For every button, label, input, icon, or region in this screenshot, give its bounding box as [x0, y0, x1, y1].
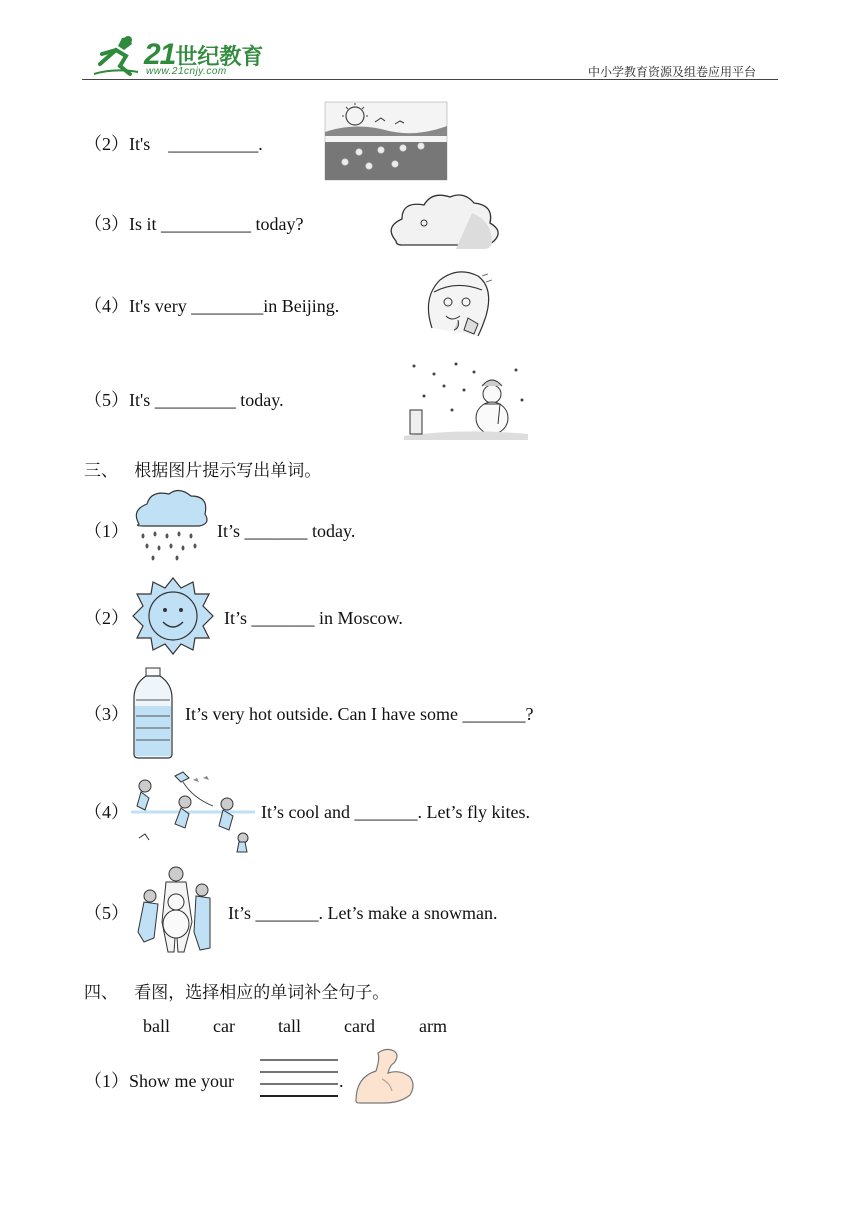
word-bank-item: card — [344, 1016, 375, 1036]
question-item: （3）Is it __________ today? — [84, 214, 304, 234]
word-bank-item: arm — [419, 1016, 447, 1036]
section-heading: 三、 根据图片提示写出单词。 — [84, 461, 322, 481]
platform-name: 中小学教育资源及组卷应用平台 — [588, 65, 757, 79]
water-bottle-icon — [132, 666, 174, 760]
logo-number: 21 — [144, 38, 176, 71]
question-item: （1）Show me your — [84, 1071, 234, 1091]
question-text: It’s _______ in Moscow. — [224, 608, 403, 628]
question-text: It’s very hot outside. Can I have some _______? — [185, 704, 534, 724]
cloud-icon — [386, 193, 510, 251]
arm-icon — [352, 1047, 414, 1111]
question-text: It’s _______. Let’s make a snowman. — [228, 903, 498, 923]
runner-logo-icon — [92, 34, 148, 76]
word-bank-item: ball — [143, 1016, 170, 1036]
question-number: （3） — [84, 704, 129, 724]
header-divider — [82, 79, 778, 80]
sun-icon — [131, 576, 215, 656]
question-number: （4） — [84, 802, 129, 822]
kite-kids-icon — [131, 772, 255, 852]
logo-chinese: 世纪教育 — [175, 45, 264, 70]
hot-girl-icon — [418, 268, 498, 344]
four-line-writing-grid — [258, 1056, 342, 1100]
sentence-end: . — [339, 1071, 344, 1091]
question-text: It’s _______ today. — [217, 521, 356, 541]
snowman-scene-icon — [404, 360, 528, 440]
question-text: It’s cool and _______. Let’s fly kites. — [261, 802, 530, 822]
section-heading: 四、 看图，选择相应的单词补全句子。 — [84, 983, 390, 1003]
question-number: （5） — [84, 903, 129, 923]
word-bank-item: car — [213, 1016, 235, 1036]
question-number: （2） — [84, 608, 129, 628]
question-item: （4）It's very ________in Beijing. — [84, 296, 340, 316]
question-number: （1） — [84, 521, 129, 541]
snowman-kids-icon — [136, 866, 218, 956]
question-item: （5）It's _________ today. — [84, 390, 284, 410]
word-bank-item: tall — [278, 1016, 301, 1036]
sunny-field-icon — [325, 102, 447, 180]
logo-url: www.21cnjy.com — [146, 66, 227, 77]
question-item: （2）It's __________. — [84, 134, 263, 154]
rain-cloud-icon — [133, 490, 209, 562]
